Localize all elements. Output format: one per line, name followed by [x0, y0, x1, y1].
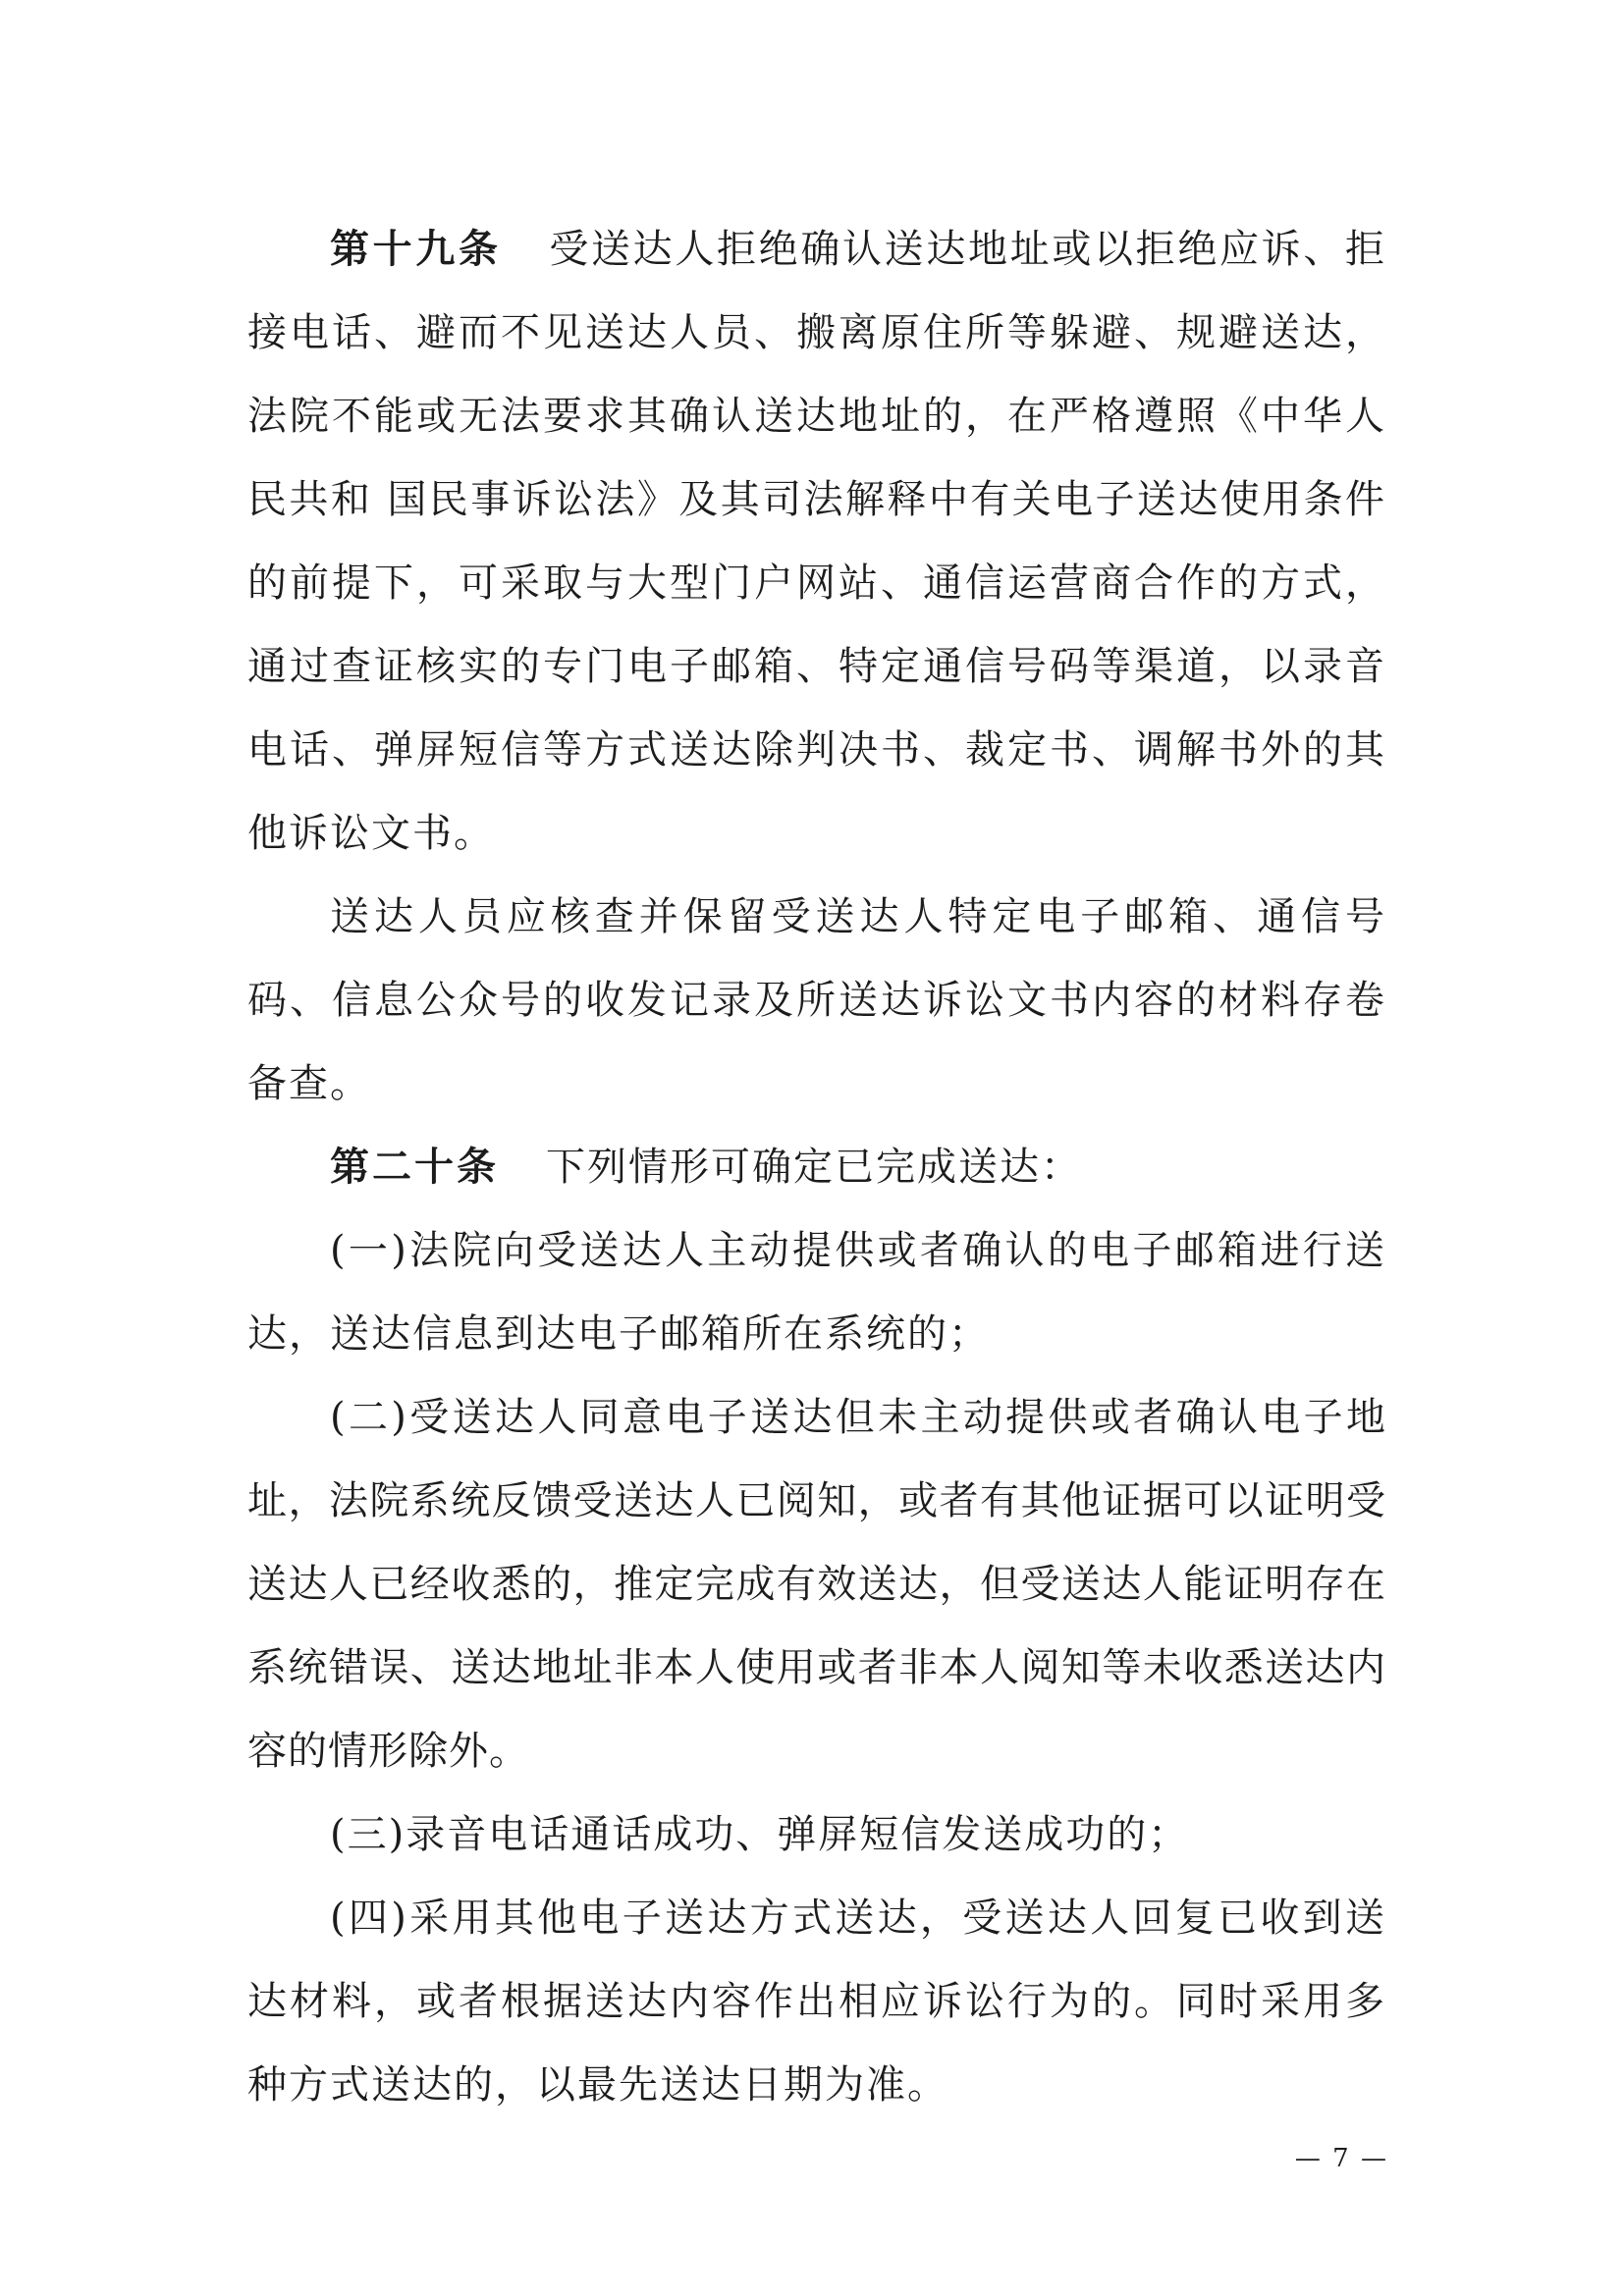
article-20-heading: 第二十条 — [330, 1145, 499, 1190]
article-19-heading: 第十九条 — [330, 227, 502, 272]
article-20-item-3: (三)录音电话通话成功、弹屏短信发送成功的； — [330, 1812, 1190, 1857]
article-19-paragraph — [247, 208, 1386, 876]
article-20-item-1: (一)法院向受送达人主动提供或者确认的电子邮箱进行送达，送达信息到达电子邮箱所在系统的； — [247, 1228, 1386, 1357]
article-20-item-4: (四)采用其他电子送达方式送达，受送达人回复已收到送达材料，或者根据送达内容作出相应诉讼行为的。同时采用多种方式送达的，以最先送达日期为准。 — [247, 1896, 1386, 2108]
article-20-paragraph — [247, 1126, 1386, 1209]
article-20-text: 下列情形可确定已完成送达： — [546, 1145, 1082, 1190]
article-19-text: 受送达人拒绝确认送达地址或以拒绝应诉、拒接电话、避而不见送达人员、搬离原住所等躲避、规避送达，法院不能或无法要求其确认送达地址的，在严格遵照《中华人民共和 国民事诉讼法》及其司法解释中有关电子送达使用条件的前提下，可采取与大型门户网站、通信运营商合作的方式，通过查证核实的专门电子邮箱、特定通信号码等渠道，以录音电话、弹屏短信等方式送达除判决书、裁定书、调解书外的其他诉讼文书。 — [247, 227, 1387, 856]
article-20-item-2: (二)受送达人同意电子送达但未主动提供或者确认电子地址，法院系统反馈受送达人已阅知，或者有其他证据可以证明受送达人已经收悉的，推定完成有效送达，但受送达人能证明存在系统错误、送达地址非本人使用或者非本人阅知等未收悉送达内容的情形除外。 — [247, 1395, 1386, 1774]
page-number: — 7 — — [1294, 2144, 1388, 2173]
document-body — [247, 208, 1386, 2127]
article-19-paragraph-2: 送达人员应核查并保留受送达人特定电子邮箱、通信号码、信息公众号的收发记录及所送达诉讼文书内容的材料存卷备查。 — [247, 894, 1386, 1106]
